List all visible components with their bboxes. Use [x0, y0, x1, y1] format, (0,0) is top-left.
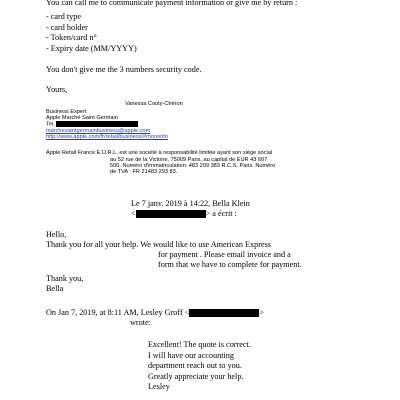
security-note: You don't give me the 3 numbers security code. — [46, 65, 202, 74]
message-1-greeting: Hello, — [46, 230, 67, 239]
message-1-name: Bella — [46, 284, 64, 293]
legal-block — [110, 157, 275, 176]
list-item: - Expiry date (MM/YYYY) — [46, 43, 137, 53]
message-1-thanks: Thank you, — [46, 274, 84, 283]
signature-url-link[interactable]: http://www.apple.com/fr/retail/business/#moreinfo — [46, 134, 168, 141]
legal-line: Apple Retail France E.U.R.L. est une société à responsabilité limitée ayant son siège social — [46, 150, 273, 156]
message-2-line: Greatly appreciate your help. — [148, 371, 244, 381]
intro-text: You can call me to communicate payment information or give me by return : — [46, 0, 298, 7]
quote-header-1: Le 7 janv. 2019 à 14:22, Bella Klein — [131, 199, 250, 208]
message-1-line: Thank you for all your help. We would like to use American Express — [46, 240, 271, 249]
message-2-line: department reach out to you. — [148, 361, 242, 371]
signature-email-link[interactable]: marchesaintgermainbusiness@apple.com — [46, 128, 151, 135]
redaction-block — [136, 210, 206, 218]
legal-line: de TVA : FR 21483 293 83. — [110, 169, 178, 176]
message-2-line: Excellent! The quote is correct. — [148, 340, 251, 349]
list-item: - card type — [46, 12, 82, 21]
legal-line: au 52 rue de la Victoire, 75009 Paris, au capital de EUR 43 607 — [110, 157, 268, 163]
message-2 — [148, 340, 251, 393]
list-item: - Token/card n° — [46, 33, 97, 43]
quote-header-2: On Jan 7, 2019, at 8:11 AM, Lesley Groff < > — [46, 308, 264, 317]
message-1-line: form that we have to complete for payment. — [158, 260, 302, 269]
message-2-line: I will have our accounting — [148, 350, 234, 360]
signature-name: Vanessa Couty-Chéron — [125, 101, 183, 107]
redaction-block — [189, 309, 259, 317]
legal-line: 500. Numéro d'immatriculation: 483 209 383 R.C.S. Paris. Numéro — [110, 163, 276, 170]
tel-label: Tel. — [46, 121, 57, 128]
signature-tel — [46, 121, 168, 128]
signature-company: Apple Marché Saint Germain — [46, 115, 118, 122]
redaction-block — [56, 121, 138, 127]
closing: Yours, — [46, 85, 68, 94]
quote-header-2-wrote: wrote: — [130, 318, 151, 327]
signature-title: Business Expert — [46, 109, 87, 115]
list-item: - card holder — [46, 22, 88, 32]
message-2-line: Lesley — [148, 382, 170, 392]
quote-header-1-sender: < > a écrit : — [131, 209, 237, 218]
payment-info-list — [46, 12, 137, 54]
message-1-line: for payment . Please email invoice and a — [158, 250, 291, 259]
signature-block — [46, 109, 168, 141]
